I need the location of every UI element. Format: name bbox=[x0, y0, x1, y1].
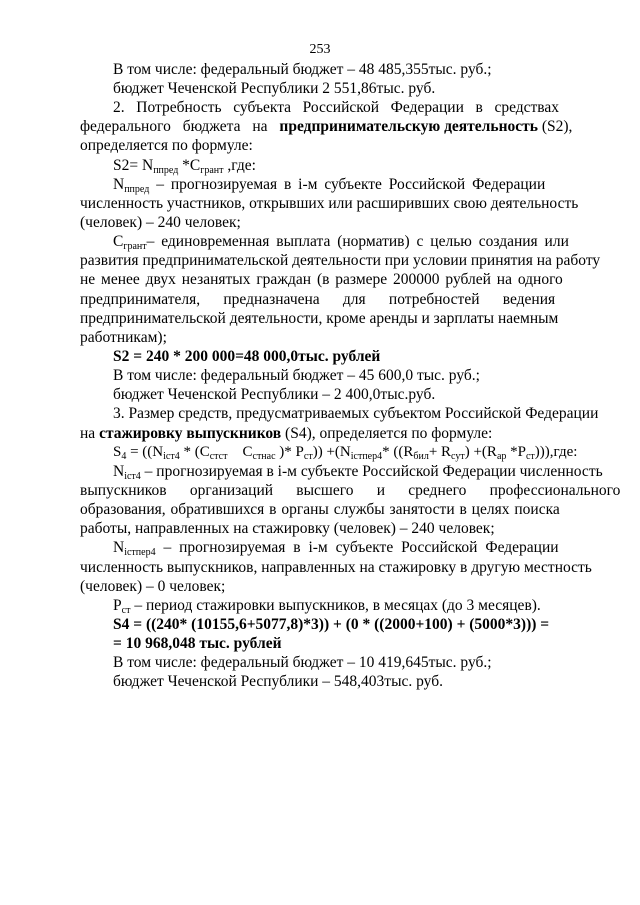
line-text: развития предпринимательской деятельности при условии принятия на работу bbox=[80, 252, 601, 269]
line-text: – прогнозируемая в i-м субъекте Российской Федерации bbox=[155, 539, 559, 556]
formula-part: *Р bbox=[506, 444, 526, 460]
formula-part: )* Р bbox=[275, 444, 304, 460]
formula-part: N bbox=[113, 539, 125, 556]
line-text: образования, обратившихся в органы службы занятости в целях поиска bbox=[80, 501, 560, 518]
line-text: численность участников, открывших или расширивших свою деятельность bbox=[80, 195, 579, 212]
line-text: бюджет Чеченской Республики – 2 400,0тыс.руб. bbox=[113, 386, 436, 403]
formula-part: = ((N bbox=[126, 444, 164, 460]
s4-formula-line bbox=[113, 443, 578, 463]
formula-subscript: стнас bbox=[252, 451, 276, 462]
result-line bbox=[113, 347, 509, 367]
text-line bbox=[113, 596, 541, 616]
text-line bbox=[80, 309, 559, 329]
line-text: (S2), bbox=[537, 118, 573, 135]
text-line bbox=[80, 519, 495, 539]
formula-subscript: ст bbox=[525, 451, 535, 462]
text-line bbox=[113, 79, 509, 99]
formula-subscript: iстпер4 bbox=[350, 451, 383, 462]
formula-subscript: 4 bbox=[121, 451, 127, 462]
formula-subscript: iст4 bbox=[163, 451, 180, 462]
formula-line bbox=[113, 156, 509, 176]
text-line bbox=[113, 385, 509, 405]
text-line bbox=[80, 194, 579, 214]
formula-subscript: бил bbox=[413, 451, 429, 462]
text-line bbox=[80, 500, 560, 520]
formula-subscript: ппред bbox=[153, 165, 179, 176]
text-line bbox=[113, 60, 509, 80]
formula-part: ))),где: bbox=[534, 444, 578, 460]
formula-subscript: грант bbox=[123, 241, 147, 252]
text-line bbox=[80, 251, 601, 271]
formula-part: )) +(N bbox=[312, 444, 351, 460]
formula-subscript: ст bbox=[121, 605, 131, 616]
formula-subscript: iстпер4 bbox=[124, 547, 156, 558]
result-line bbox=[113, 615, 550, 635]
line-text: работы, направленных на стажировку (человек) – 240 человек; bbox=[80, 520, 495, 537]
line-text: на bbox=[80, 425, 100, 442]
text-line bbox=[80, 270, 563, 290]
line-text: В том числе: федеральный бюджет – 45 600,0 тыс. руб.; bbox=[113, 367, 480, 384]
result-text: = 10 968,048 тыс. рублей bbox=[113, 635, 282, 652]
formula-part: ) +(R bbox=[464, 444, 497, 460]
line-text: предпринимательской деятельности, кроме аренды и зарплаты наемным bbox=[80, 310, 559, 327]
text-line bbox=[113, 232, 569, 252]
result-line bbox=[113, 634, 509, 654]
formula-part: * (С bbox=[179, 444, 210, 460]
page-number: 253 bbox=[309, 42, 331, 57]
line-text: не менее двух незанятых граждан (в размере 200000 рублей на одного bbox=[80, 271, 563, 288]
text-line bbox=[80, 136, 476, 156]
line-text: предпринимателя, предназначена для потребностей ведения bbox=[80, 291, 556, 308]
formula-subscript: грант bbox=[200, 165, 224, 176]
line-text: (человек) – 240 человек; bbox=[80, 214, 241, 231]
text-line bbox=[113, 538, 559, 558]
formula-subscript: ар bbox=[496, 451, 507, 462]
text-line bbox=[113, 366, 509, 386]
text-line bbox=[80, 481, 621, 501]
line-text: (человек) – 0 человек; bbox=[80, 578, 226, 595]
line-text: В том числе: федеральный бюджет – 48 485,355тыс. руб.; bbox=[113, 61, 492, 78]
line-text: определяется по формуле: bbox=[80, 137, 253, 154]
line-bold-text: стажировку выпускников bbox=[99, 425, 282, 442]
line-text: (S4), определяется по формуле: bbox=[281, 425, 493, 442]
text-line bbox=[80, 558, 592, 578]
line-text: – прогнозируемая в i-м субъекте Российской Федерации bbox=[149, 176, 546, 193]
text-line bbox=[80, 213, 476, 233]
line-text: бюджет Чеченской Республики – 548,403тыс. руб. bbox=[113, 673, 443, 690]
formula-subscript: стст bbox=[209, 451, 228, 462]
line-text: выпускников организаций высшего и среднего профессионального bbox=[80, 482, 621, 499]
line-text: 3. Размер средств, предусматриваемых субъектом Российской Федерации bbox=[113, 405, 599, 422]
formula-part: N bbox=[113, 463, 125, 480]
formula-part: S bbox=[113, 444, 122, 460]
line-text: – период стажировки выпускников, в месяцах (до 3 месяцев). bbox=[130, 597, 541, 614]
formula-part: N bbox=[113, 176, 125, 193]
text-line bbox=[80, 117, 573, 137]
formula-part: С bbox=[113, 233, 124, 250]
text-line bbox=[80, 424, 493, 444]
line-text: В том числе: федеральный бюджет – 10 419,645тыс. руб.; bbox=[113, 654, 492, 671]
formula-part: ,где: bbox=[223, 157, 256, 174]
line-bold-text: предпринимательскую деятельность bbox=[279, 118, 538, 135]
result-text: S4 = ((240* (10155,6+5077,8)*3)) + (0 * ((2000+100) + (5000*3))) = bbox=[113, 616, 550, 633]
formula-part: Р bbox=[113, 597, 122, 614]
line-text: численность выпускников, направленных на стажировку в другую местность bbox=[80, 559, 592, 576]
formula-subscript: iст4 bbox=[124, 471, 141, 482]
line-text: – единовременная выплата (норматив) с целью создания или bbox=[146, 233, 569, 250]
formula-part: С bbox=[227, 444, 253, 460]
formula-part: S2= N bbox=[113, 157, 154, 174]
text-line bbox=[113, 175, 546, 195]
formula-subscript: сут bbox=[451, 451, 465, 462]
result-text: S2 = 240 * 200 000=48 000,0тыс. рублей bbox=[113, 348, 381, 365]
line-text: работникам); bbox=[80, 329, 167, 346]
formula-subscript: ппред bbox=[124, 184, 150, 195]
text-line bbox=[80, 328, 476, 348]
text-line bbox=[113, 672, 509, 692]
text-line bbox=[113, 462, 603, 482]
formula-part: * ((R bbox=[382, 444, 414, 460]
text-line bbox=[113, 98, 560, 118]
formula-subscript: ст bbox=[303, 451, 313, 462]
line-text: федерального бюджета на bbox=[80, 118, 280, 135]
text-line bbox=[113, 404, 599, 424]
text-line bbox=[80, 577, 476, 597]
line-text: 2. Потребность субъекта Российской Федерации в средствах bbox=[113, 99, 560, 116]
line-text: – прогнозируемая в i-м субъекте Российской Федерации численность bbox=[140, 463, 603, 480]
text-line bbox=[113, 653, 509, 673]
formula-part: + R bbox=[428, 444, 452, 460]
formula-part: *С bbox=[178, 157, 201, 174]
line-text: бюджет Чеченской Республики 2 551,86тыс. руб. bbox=[113, 80, 436, 97]
text-line bbox=[80, 290, 556, 310]
